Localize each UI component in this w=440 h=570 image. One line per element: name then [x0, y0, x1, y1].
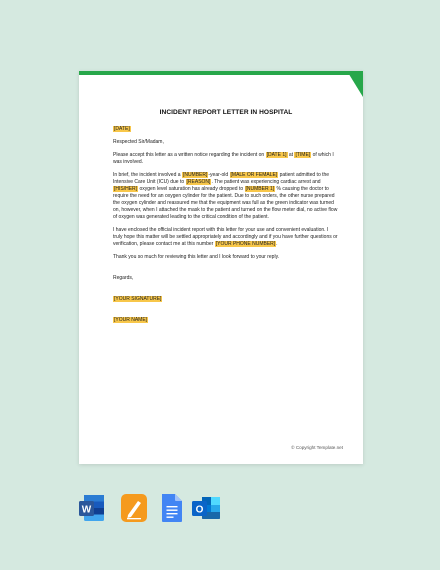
salutation: Respected Sir/Madam,: [113, 139, 164, 145]
reason-placeholder: [REASON]: [186, 179, 211, 185]
date-placeholder: [DATE]: [114, 126, 130, 132]
pages-icon[interactable]: [120, 492, 148, 524]
word-letter: W: [81, 504, 92, 516]
pronoun-placeholder: [HIS/HER]: [114, 186, 138, 192]
date1-placeholder: [DATE 1]: [266, 152, 287, 158]
green-corner-accent: [347, 71, 363, 97]
paragraph-3: I have enclosed the official incident report with this letter for your use and convenient evaluation. I truly hope this matter will be settled appropriately and accordingly and if you have further questions or verification, please contact me at this number [YOUR PHONE NUMBER].: [113, 227, 338, 247]
document-page: [79, 71, 363, 464]
app-icons-row: [78, 492, 228, 532]
gender-placeholder: [MALE OR FEMALE]: [230, 172, 278, 178]
name-placeholder: [YOUR NAME]: [114, 317, 148, 323]
number1-placeholder: [NUMBER 1]: [245, 186, 275, 192]
green-header-bar: [79, 71, 363, 75]
paragraph-2: In brief, the incident involved a [NUMBER]-year-old [MALE OR FEMALE] patient admitted to the Intensive Care Unit (ICU) due to [REASON]. The patient was experiencing cardiac arrest and [HIS/HER] oxygen level saturation has already dropped to [NUMBER 1] % causing the doctor to require the need for an oxygen cylinder for the patient. Due to such orders, the other nurse prepared the oxygen cylinder and reassured me that the equipment was full as the green indicator was turned on, however, when I attached the mask to the patient and turned on the flow meter dial, no active flow of oxygen was generated leading to the critical condition of the patient.: [113, 172, 338, 220]
outlook-icon[interactable]: [190, 492, 218, 524]
paragraph-4: Thank you so much for reviewing this letter and I look forward to your reply.: [113, 254, 280, 260]
closing: Regards,: [113, 275, 134, 281]
date-line: [113, 126, 339, 133]
outlook-letter: O: [195, 504, 204, 516]
letter-body: [113, 109, 339, 330]
google-docs-icon[interactable]: [158, 492, 186, 524]
time-placeholder: [TIME]: [295, 152, 311, 158]
word-icon[interactable]: [78, 492, 106, 524]
number-placeholder: [NUMBER]: [182, 172, 208, 178]
signature-placeholder: [YOUR SIGNATURE]: [114, 296, 162, 302]
signature-line: [113, 296, 339, 303]
paragraph-1: Please accept this letter as a written notice regarding the incident on [DATE 1] at [TIME] of which I was involved.: [113, 152, 334, 165]
name-line: [113, 317, 339, 324]
phone-placeholder: [YOUR PHONE NUMBER]: [215, 241, 276, 247]
document-title: INCIDENT REPORT LETTER IN HOSPITAL: [159, 109, 293, 116]
copyright-text: © Copyright Template.net: [291, 445, 343, 450]
